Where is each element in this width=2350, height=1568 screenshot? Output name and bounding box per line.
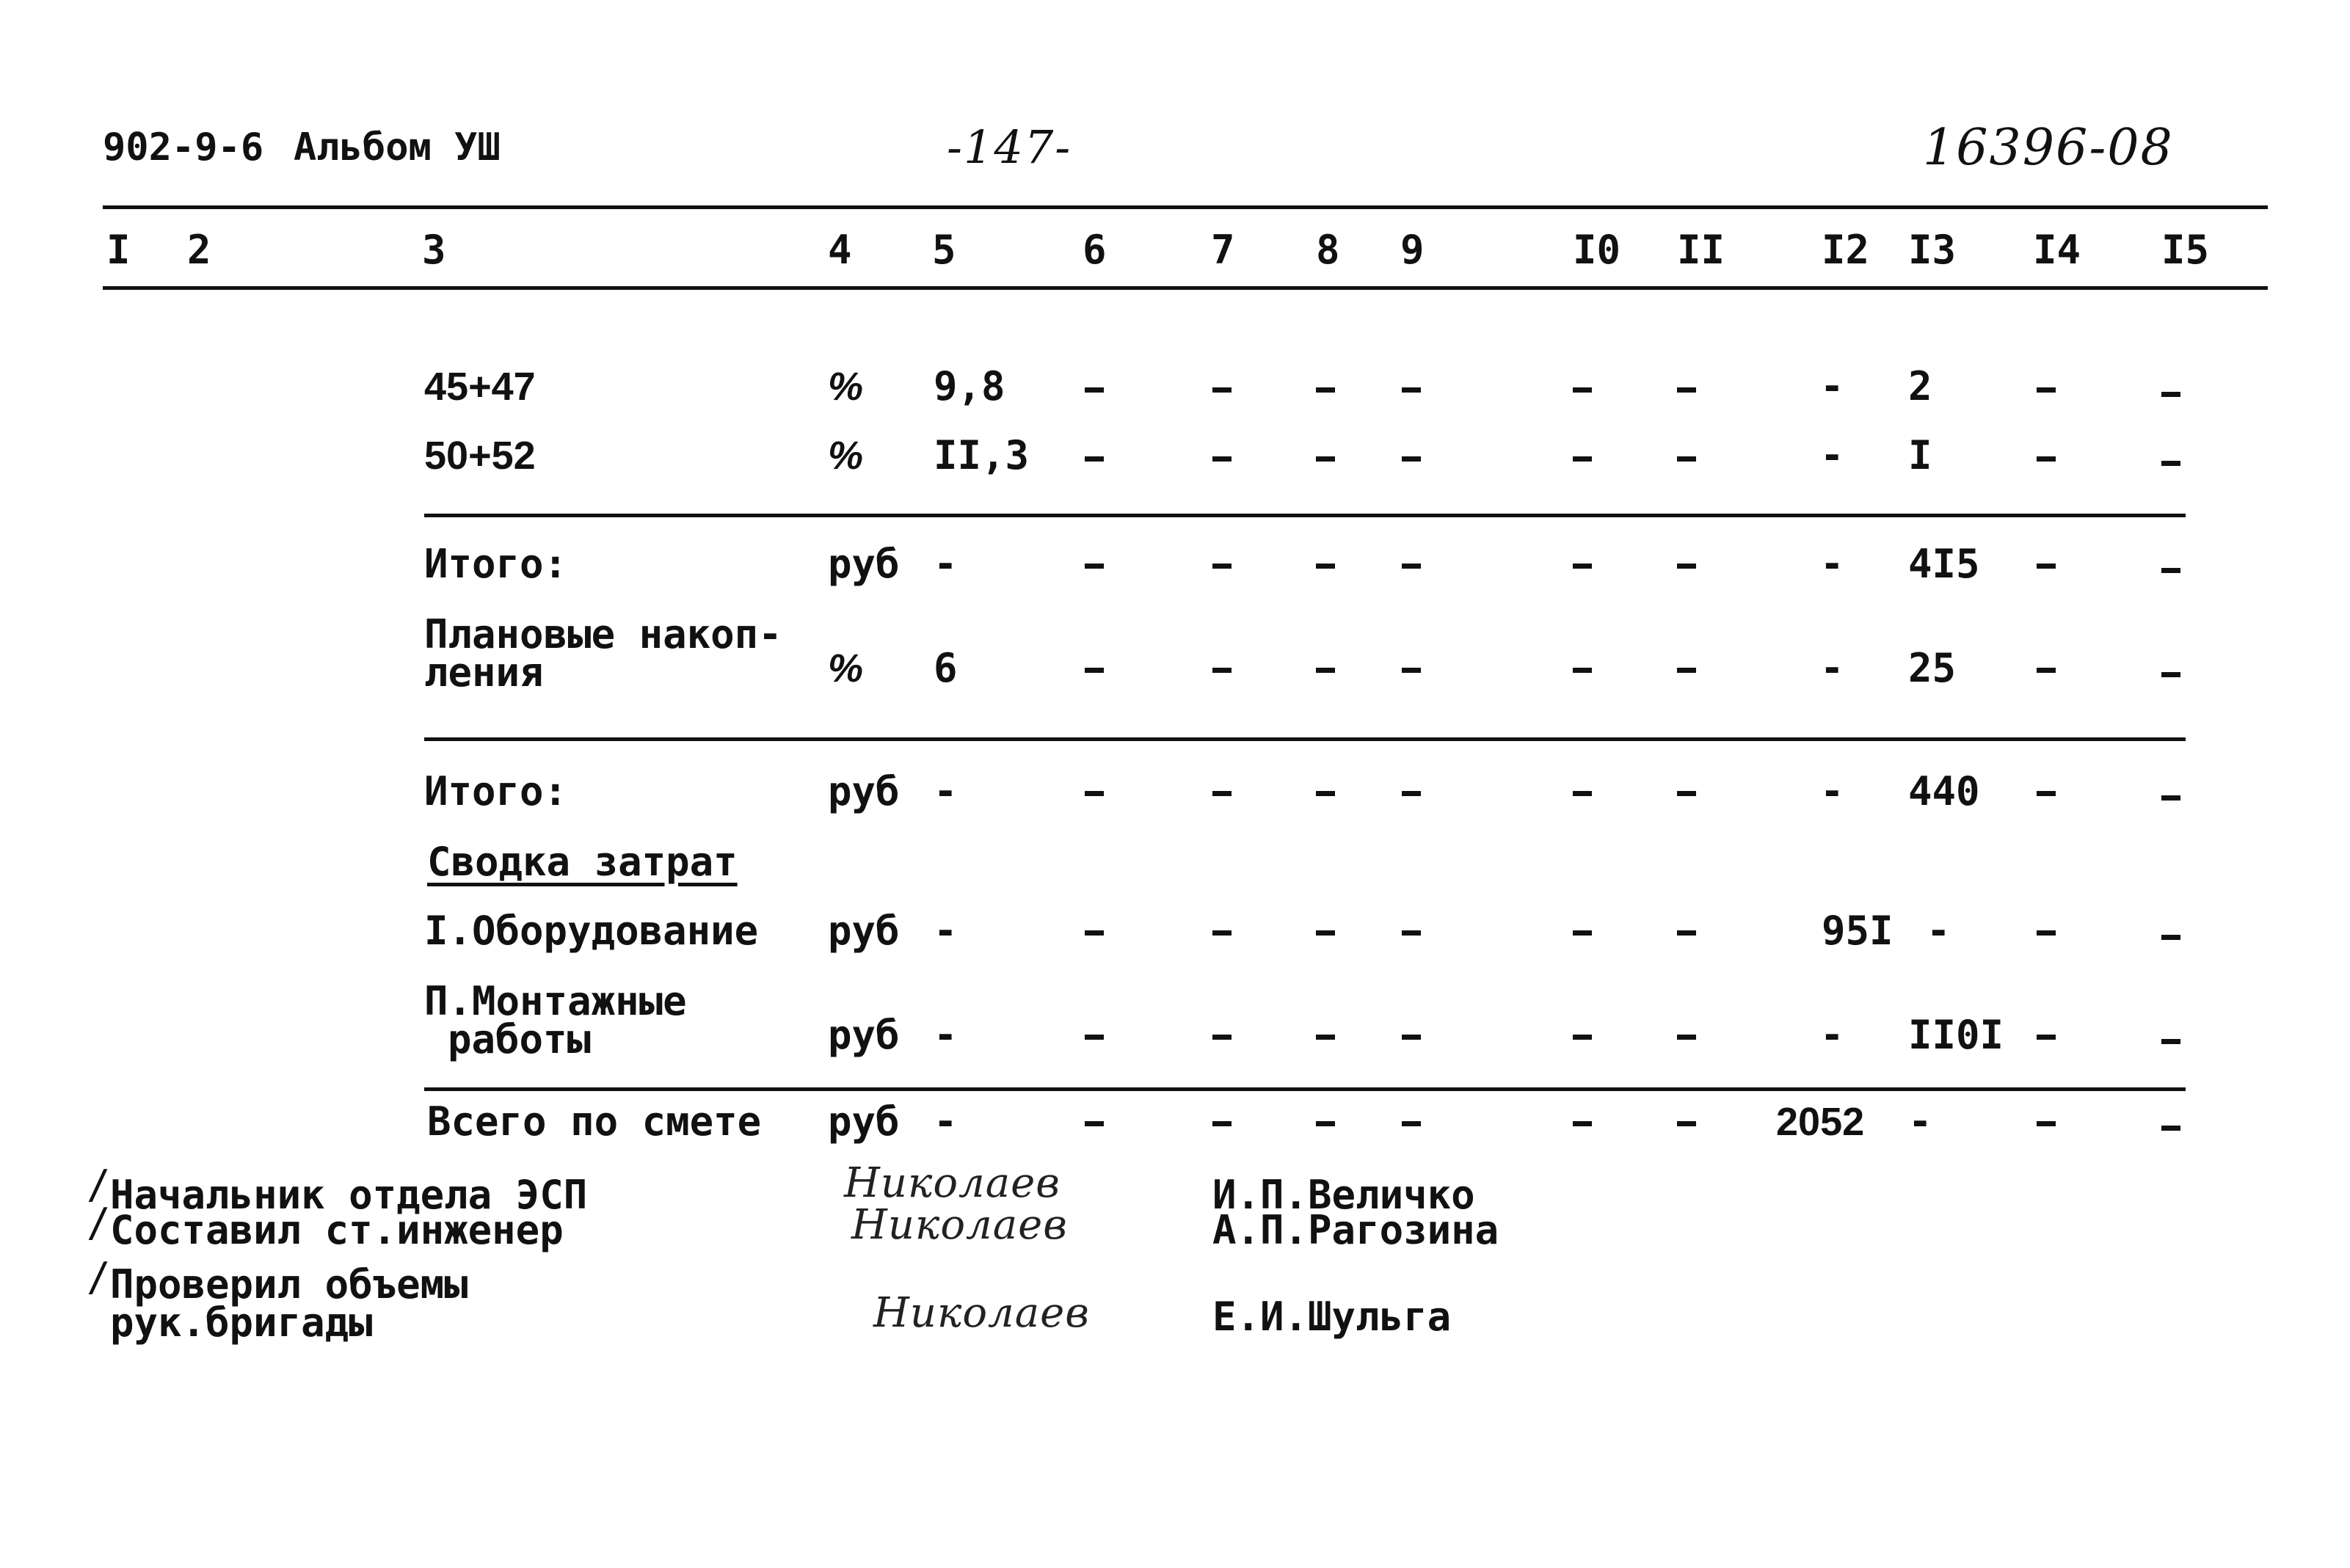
dash: [2161, 672, 2180, 677]
row-col13: -: [1927, 908, 1951, 954]
row-unit: руб: [828, 1012, 900, 1058]
row-col12: -: [1820, 1012, 1844, 1058]
dash: [1316, 564, 1335, 569]
dash: [2037, 668, 2056, 673]
signatory-role: Начальник отдела ЭСП: [110, 1172, 588, 1218]
dash: [1085, 791, 1104, 796]
dash: [1316, 1035, 1335, 1040]
row-col12: -: [1820, 645, 1844, 691]
col-10: I0: [1573, 227, 1621, 273]
row-unit: %: [828, 434, 864, 478]
dash: [1677, 668, 1696, 673]
dash: [1085, 456, 1104, 462]
dash: [1085, 1121, 1104, 1126]
row-col12: -: [1820, 432, 1844, 478]
row-col13: 440: [1908, 768, 1980, 814]
dash: [1677, 1121, 1696, 1126]
dash: [1573, 1035, 1592, 1040]
row-name: Всего по смете: [427, 1098, 762, 1145]
page-number: -147-: [947, 120, 1072, 174]
col-3: 3: [422, 227, 446, 273]
row-name-line1: П.Монтажные: [424, 978, 687, 1024]
handwritten-signature: Николаев: [851, 1201, 1068, 1249]
dash: [1573, 791, 1592, 796]
col-11: II: [1677, 227, 1725, 273]
row-unit: %: [828, 646, 864, 690]
dash: [2037, 930, 2056, 936]
dash: [1677, 456, 1696, 462]
dash: [1316, 456, 1335, 462]
dash: [1085, 387, 1104, 393]
dash: [1212, 668, 1232, 673]
signature-tick: /: [87, 1254, 111, 1300]
row-col5: II,3: [934, 432, 1030, 478]
row-col13: 25: [1908, 645, 1957, 691]
col-14: I4: [2033, 227, 2081, 273]
dash: [2037, 387, 2056, 393]
row-name-line2: ления: [424, 649, 544, 696]
dash: [1573, 1121, 1592, 1126]
row-col13: II0I: [1908, 1012, 2004, 1058]
row-col13: I: [1908, 432, 1932, 478]
dash: [1677, 564, 1696, 569]
summary-heading: Сводка затрат: [427, 839, 738, 885]
section-rule: [424, 514, 2186, 517]
dash: [1402, 1121, 1421, 1126]
dash: [1573, 930, 1592, 936]
dash: [2037, 1035, 2056, 1040]
dash: [1316, 1121, 1335, 1126]
doc-code: 902-9-6: [103, 125, 264, 169]
dash: [1085, 564, 1104, 569]
dash: [2161, 392, 2180, 397]
row-unit: руб: [828, 541, 900, 587]
dash: [1402, 1035, 1421, 1040]
dash: [1212, 387, 1232, 393]
header-bottom-rule: [103, 286, 2268, 290]
dash: [1212, 930, 1232, 936]
dash: [2161, 795, 2180, 801]
dash: [1677, 1035, 1696, 1040]
dash: [1573, 387, 1592, 393]
row-col13: 4I5: [1908, 541, 1980, 587]
dash: [1316, 387, 1335, 393]
dash: [1212, 564, 1232, 569]
col-4: 4: [828, 227, 852, 273]
dash: [1573, 456, 1592, 462]
row-col5: -: [934, 768, 958, 814]
col-12: I2: [1822, 227, 1870, 273]
col-13: I3: [1908, 227, 1957, 273]
dash: [1677, 791, 1696, 796]
row-col5: -: [934, 1098, 958, 1145]
row-col12: -: [1820, 541, 1844, 587]
row-unit: %: [828, 365, 864, 409]
handwritten-signature: Николаев: [873, 1289, 1090, 1337]
row-col13: 2: [1908, 363, 1932, 409]
col-7: 7: [1211, 227, 1235, 273]
dash: [2161, 1039, 2180, 1044]
col-1: I: [106, 227, 131, 273]
row-name-line1: Плановые накоп-: [424, 611, 782, 657]
row-unit: руб: [828, 1098, 900, 1145]
dash: [1085, 930, 1104, 936]
col-9: 9: [1400, 227, 1425, 273]
dash: [1402, 930, 1421, 936]
dash: [2161, 1126, 2180, 1131]
row-name: I.Оборудование: [424, 908, 759, 954]
row-col5: 6: [934, 645, 958, 691]
dash: [1316, 930, 1335, 936]
signatory-role-line2: рук.бригады: [110, 1299, 373, 1346]
dash: [2037, 1121, 2056, 1126]
dash: [1212, 1121, 1232, 1126]
row-col13: -: [1908, 1098, 1932, 1145]
row-col5: -: [934, 908, 958, 954]
col-5: 5: [932, 227, 956, 273]
dash: [1402, 564, 1421, 569]
dash: [2037, 456, 2056, 462]
handwritten-signature: Николаев: [844, 1159, 1061, 1207]
col-15: I5: [2161, 227, 2210, 273]
dash: [1085, 1035, 1104, 1040]
section-rule: [424, 1087, 2186, 1091]
dash: [1212, 456, 1232, 462]
dash: [1402, 456, 1421, 462]
dash: [1085, 668, 1104, 673]
signature-tick: /: [87, 1200, 111, 1246]
row-name-line2: работы: [448, 1016, 592, 1062]
dash: [1212, 791, 1232, 796]
col-8: 8: [1316, 227, 1340, 273]
row-col5: -: [934, 1012, 958, 1058]
dash: [2037, 564, 2056, 569]
signature-tick: /: [87, 1162, 111, 1208]
row-unit: руб: [828, 768, 900, 814]
dash: [1402, 387, 1421, 393]
row-col12: -: [1820, 768, 1844, 814]
row-name: 45+47: [424, 365, 536, 409]
column-number-row: [0, 222, 2350, 273]
row-col5: 9,8: [934, 363, 1005, 409]
dash: [1316, 791, 1335, 796]
col-6: 6: [1083, 227, 1107, 273]
row-name: Итого:: [424, 541, 568, 587]
signatory-role-line1: Проверил объемы: [110, 1261, 468, 1308]
row-col5: -: [934, 541, 958, 587]
row-name: Итого:: [424, 768, 568, 814]
dash: [1212, 1035, 1232, 1040]
signatory-role: Составил ст.инженер: [110, 1207, 564, 1253]
dash: [1573, 564, 1592, 569]
dash: [1677, 387, 1696, 393]
signatory-name: Е.И.Шульга: [1212, 1294, 1452, 1340]
col-2: 2: [187, 227, 211, 273]
album-label: Альбом УШ: [294, 125, 501, 169]
dash: [1402, 791, 1421, 796]
dash: [1677, 930, 1696, 936]
header-top-rule: [103, 205, 2268, 209]
row-unit: руб: [828, 908, 900, 954]
row-col12: 95I: [1822, 908, 1894, 954]
row-col12: -: [1820, 363, 1844, 409]
section-rule: [424, 737, 2186, 741]
row-name: 50+52: [424, 434, 536, 478]
dash: [1316, 668, 1335, 673]
dash: [2161, 935, 2180, 940]
signatory-name: А.П.Рагозина: [1212, 1207, 1499, 1253]
row-col12: 2052: [1776, 1100, 1865, 1144]
sheet-code: 16396-08: [1923, 119, 2174, 177]
dash: [1402, 668, 1421, 673]
dash: [2161, 461, 2180, 466]
dash: [1573, 668, 1592, 673]
dash: [2037, 791, 2056, 796]
signatory-name: И.П.Величко: [1212, 1172, 1475, 1218]
dash: [2161, 568, 2180, 573]
